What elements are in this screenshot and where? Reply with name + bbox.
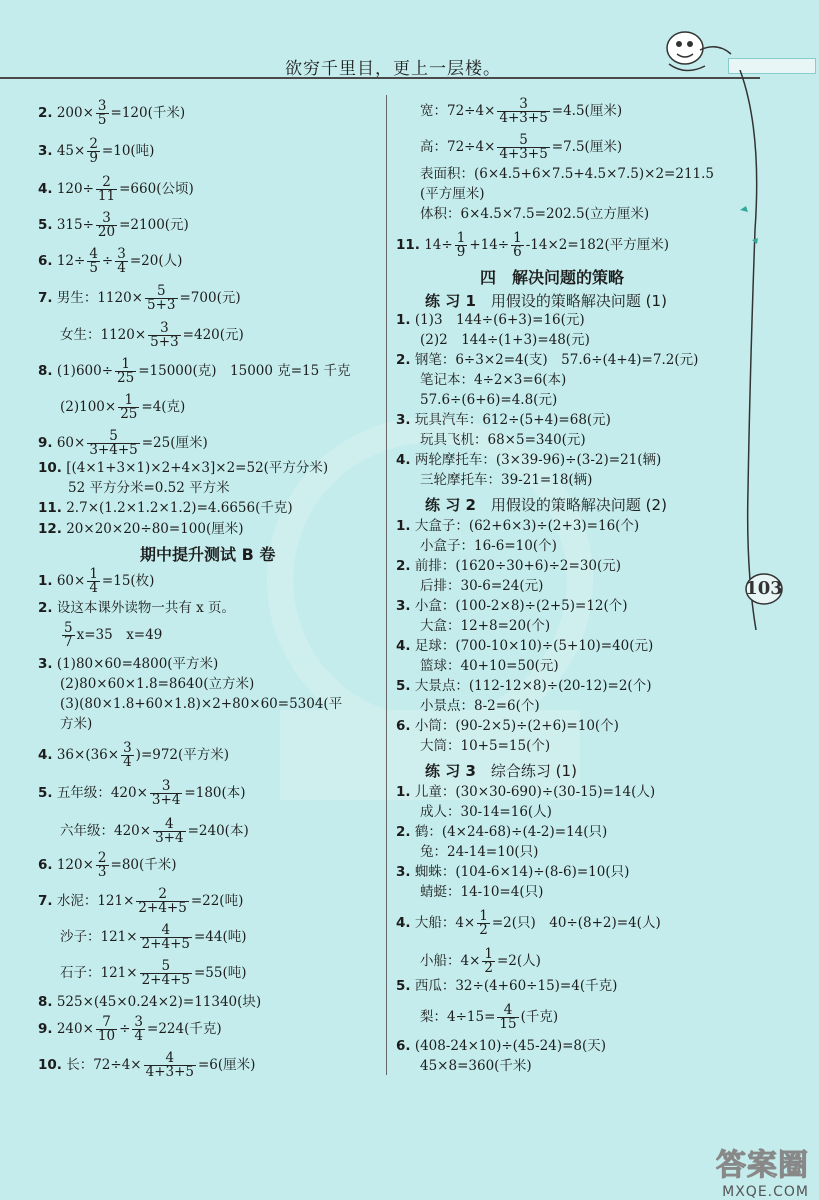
answer-line: (3)(80×1.8+60×1.8)×2+80×60=5304(平 [60,696,343,712]
answer-line: 笔记本：4÷2×3=6(本) [420,372,567,388]
exercise-title: 练 习 1 用假设的策略解决问题 (1) [425,292,667,310]
answer-line: 7. 水泥：121× $\frac{2}{2+4+5}$ =22(吨) [38,886,244,916]
watermark-url: MXQE.COM [722,1184,809,1200]
answer-line: 4. 36×(36× $\frac{3}{4}$ )=972(平方米) [38,740,230,770]
answer-line: 2. 前排：(1620÷30+6)÷2=30(元) [396,558,622,574]
answer-line: 4. 足球：(700-10×10)÷(5+10)=40(元) [396,638,654,654]
answer-line: 5. 西瓜：32÷(4+60÷15)=4(千克) [396,978,618,994]
answer-line: 蜻蜓：14-10=4(只) [420,884,544,900]
answer-line: 45×8=360(千米) [420,1058,532,1074]
answer-line: 9. 240× $\frac{7}{10}$ ÷ $\frac{3}{4}$ =224(千克) [38,1014,222,1044]
header-motto: 欲穷千里目，更上一层楼。 [285,59,501,79]
answer-line: 表面积：(6×4.5+6×7.5+4.5×7.5)×2=211.5 [420,166,715,182]
exercise-title: 练 习 2 用假设的策略解决问题 (2) [425,496,667,514]
answer-line: 11. 14÷ $\frac{1}{9}$ +14÷ $\frac{1}{6}$ -14×2=182(平方厘米) [396,230,669,260]
answer-line: (2)100× $\frac{1}{25}$ =4(克) [60,392,186,422]
answer-line: 6. 120× $\frac{2}{3}$ =80(千米) [38,850,177,880]
answer-line: 8. (1)600÷ $\frac{1}{25}$ =15000(克) 15000 克=15 千克 [38,356,351,386]
answer-line: 57.6÷(6+6)=4.8(元) [420,392,558,408]
answer-line: 4. 两轮摩托车：(3×39-96)÷(3-2)=21(辆) [396,452,662,468]
answer-line: 2. 200× $\frac{3}{5}$ =120(千米) [38,98,186,128]
answer-line: 方米) [60,716,93,732]
answer-line: 宽：72÷4× $\frac{3}{4+3+5}$ =4.5(厘米) [420,96,623,126]
answer-line: 5. 315÷ $\frac{3}{20}$ =2100(元) [38,210,189,240]
answer-line: 高：72÷4× $\frac{5}{4+3+5}$ =7.5(厘米) [420,132,623,162]
answer-line: 5. 大景点：(112-12×8)÷(20-12)=2(个) [396,678,652,694]
answer-line: 六年级：420× $\frac{4}{3+4}$ =240(本) [60,816,249,846]
answer-line: 52 平方分米=0.52 平方米 [68,480,230,496]
page-number: 103 [745,578,783,599]
answer-line: 3. 玩具汽车：612÷(5+4)=68(元) [396,412,611,428]
answer-line: 三轮摩托车：39-21=18(辆) [420,472,593,488]
answer-line: 沙子：121× $\frac{4}{2+4+5}$ =44(吨) [60,922,247,952]
answer-line: 篮球：40+10=50(元) [420,658,559,674]
answer-line: $\frac{5}{7}$ x=35 x=49 [64,620,163,650]
answer-line: 3. 45× $\frac{2}{9}$ =10(吨) [38,136,155,166]
answer-line: 女生：1120× $\frac{3}{5+3}$ =420(元) [60,320,244,350]
section-title: 四 解决问题的策略 [480,268,625,287]
answer-line: 兔：24-14=10(只) [420,844,539,860]
answer-line: 7. 男生：1120× $\frac{5}{5+3}$ =700(元) [38,283,241,313]
answer-line: 6. 小筒：(90-2×5)÷(2+6)=10(个) [396,718,619,734]
exercise-title: 练 习 3 综合练习 (1) [425,762,577,780]
watermark-logo-text: 答案圈 [716,1148,809,1183]
answer-line: 1. 大盒子：(62+6×3)÷(2+3)=16(个) [396,518,640,534]
answer-line: (2)80×60×1.8=8640(立方米) [60,676,255,692]
answer-line: 6. (408-24×10)÷(45-24)=8(天) [396,1038,607,1054]
answer-line: 1. 60× $\frac{1}{4}$ =15(枚) [38,566,155,596]
answer-line: 小盒子：16-6=10(个) [420,538,557,554]
answer-line: 后排：30-6=24(元) [420,578,544,594]
answer-line: 梨：4÷15= $\frac{4}{15}$ (千克) [420,1002,559,1032]
answer-line: 2. 设这本课外读物一共有 x 页。 [38,600,236,616]
section-title: 期中提升测试 B 卷 [140,545,276,564]
answer-line: 4. 大船：4× $\frac{1}{2}$ =2(只) 40÷(8+2)=4(人) [396,908,661,938]
answer-line: 1. 儿童：(30×30-690)÷(30-15)=14(人) [396,784,656,800]
column-divider [386,95,387,1075]
answer-line: 5. 五年级：420× $\frac{3}{3+4}$ =180(本) [38,778,246,808]
answer-line: 石子：121× $\frac{5}{2+4+5}$ =55(吨) [60,958,247,988]
answer-line: 12. 20×20×20÷80=100(厘米) [38,521,244,537]
answer-line: 大筒：10+5=15(个) [420,738,551,754]
answer-line: 3. 蜘蛛：(104-6×14)÷(8-6)=10(只) [396,864,630,880]
answer-line: 2. 钢笔：6÷3×2=4(支) 57.6÷(4+4)=7.2(元) [396,352,699,368]
answer-line: 11. 2.7×(1.2×1.2×1.2)=4.6656(千克) [38,500,293,516]
answer-line: 3. 小盒：(100-2×8)÷(2+5)=12(个) [396,598,628,614]
answer-line: 10. 长：72÷4× $\frac{4}{4+3+5}$ =6(厘米) [38,1050,256,1080]
answer-line: 8. 525×(45×0.24×2)=11340(块) [38,994,262,1010]
answer-line: 6. 12÷ $\frac{4}{5}$ ÷ $\frac{3}{4}$ =20(人) [38,246,183,276]
answer-line: 成人：30-14=16(人) [420,804,552,820]
page-number-badge [744,572,784,606]
answer-line: 体积：6×4.5×7.5=202.5(立方厘米) [420,206,650,222]
answer-line: 3. (1)80×60=4800(平方米) [38,656,219,672]
answer-line: (2)2 144÷(1+3)=48(元) [420,332,590,348]
answer-line: 10. [(4×1+3×1)×2+4×3]×2=52(平方分米) [38,460,329,476]
answer-line: 小船：4× $\frac{1}{2}$ =2(人) [420,946,541,976]
site-watermark [716,1140,809,1200]
answer-line: 玩具飞机：68×5=340(元) [420,432,586,448]
answer-line: 4. 120÷ $\frac{2}{11}$ =660(公顷) [38,174,194,204]
answer-line: 2. 鹤：(4×24-68)÷(4-2)=14(只) [396,824,608,840]
answer-line: 1. (1)3 144÷(6+3)=16(元) [396,312,585,328]
answer-line: 9. 60× $\frac{5}{3+4+5}$ =25(厘米) [38,428,208,458]
answer-line: 小景点：8-2=6(个) [420,698,540,714]
answer-line: 大盒：12+8=20(个) [420,618,551,634]
answer-line: (平方厘米) [420,186,485,202]
